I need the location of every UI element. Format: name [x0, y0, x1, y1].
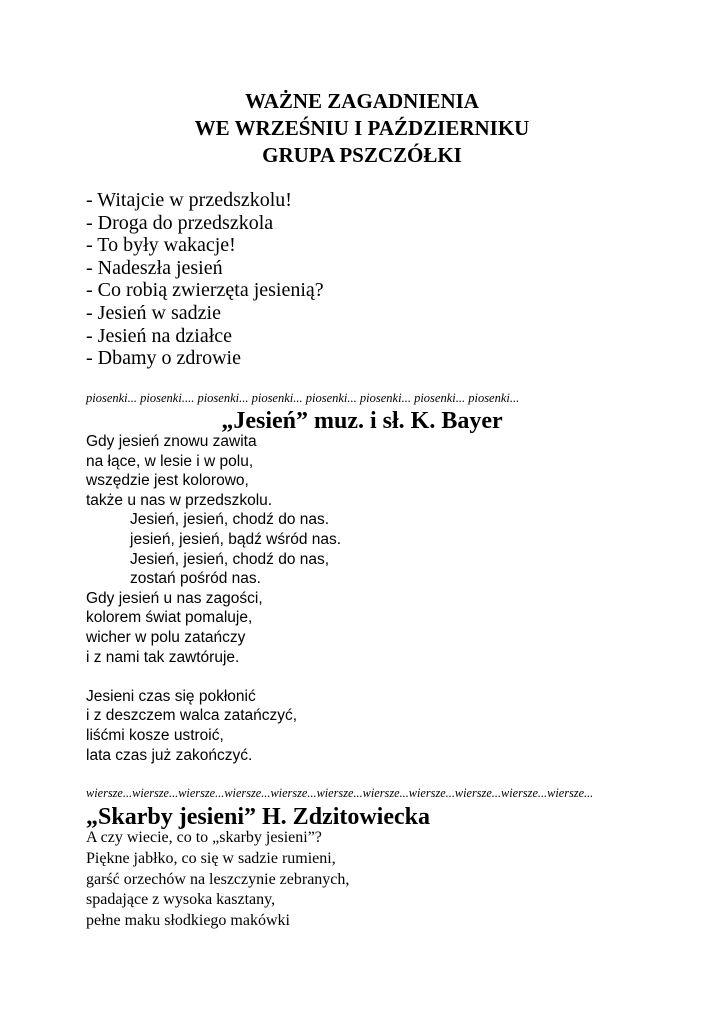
topics-list	[86, 189, 324, 370]
lyric-line: liśćmi kosze ustroić,	[86, 726, 224, 744]
poem-line: A czy wiecie, co to „skarby jesieni”?	[86, 829, 322, 846]
topic-item: - Nadeszła jesień	[86, 256, 223, 279]
topic-item: - Droga do przedszkola	[86, 211, 274, 234]
lyric-line: także u nas w przedszkolu.	[86, 491, 273, 509]
topic-item: - To były wakacje!	[86, 234, 236, 257]
poem-line: Piękne jabłko, co się w sadzie rumieni,	[86, 849, 336, 867]
lyric-line: wicher w polu zatańczy	[86, 628, 246, 646]
poem-line: spadające z wysoka kasztany,	[86, 891, 276, 909]
songs-separator: piosenki... piosenki.... piosenki... piosenki... piosenki... piosenki... piosenki... piosenki...	[86, 391, 520, 405]
poem-line: pełne maku słodkiego makówki	[86, 912, 290, 930]
lyric-line: Gdy jesień znowu zawita	[86, 433, 257, 450]
title-line: WAŻNE ZAGADNIENIA	[245, 89, 479, 113]
lyric-line: wszędzie jest kolorowo,	[86, 472, 249, 490]
lyric-line: i z deszczem walca zatańczyć,	[86, 707, 298, 725]
title-line: GRUPA PSZCZÓŁKI	[262, 143, 462, 167]
chorus-line: zostań pośród nas.	[130, 570, 261, 588]
chorus-line: Jesień, jesień, chodź do nas,	[130, 550, 330, 568]
poem-text	[86, 828, 349, 932]
topic-item: - Jesień na działce	[86, 324, 233, 347]
poems-separator: wiersze...wiersze...wiersze...wiersze...wiersze...wiersze...wiersze...wiersze...wiersze...wiersze...wiersze...	[86, 786, 594, 800]
topic-item: - Dbamy o zdrowie	[86, 347, 241, 370]
stanza-gap	[86, 667, 341, 687]
chorus-line: Jesień, jesień, chodź do nas.	[130, 511, 330, 529]
lyric-line: na łące, w lesie i w polu,	[86, 452, 254, 470]
lyric-line: kolorem świat pomaluje,	[86, 609, 253, 627]
title-line: WE WRZEŚNIU I PAŹDZIERNIKU	[194, 116, 530, 140]
topic-item: - Jesień w sadzie	[86, 301, 221, 324]
lyric-line: Gdy jesień u nas zagości,	[86, 589, 263, 607]
poem-line: garść orzechów na leszczynie zebranych,	[86, 870, 350, 888]
song-lyrics	[86, 432, 341, 765]
lyric-line: Jesieni czas się pokłonić	[86, 687, 256, 705]
topic-item: - Witajcie w przedszkolu!	[86, 189, 292, 211]
topic-item: - Co robią zwierzęta jesienią?	[86, 279, 324, 302]
poem-title: „Skarby jesieni” H. Zdzitowiecka	[86, 804, 431, 830]
lyric-line: i z nami tak zawtóruje.	[86, 648, 240, 666]
chorus-line: jesień, jesień, bądź wśród nas.	[130, 530, 342, 548]
song-title: „Jesień” muz. i sł. K. Bayer	[221, 408, 503, 434]
document-title	[0, 88, 724, 169]
lyric-line: lata czas już zakończyć.	[86, 746, 253, 764]
